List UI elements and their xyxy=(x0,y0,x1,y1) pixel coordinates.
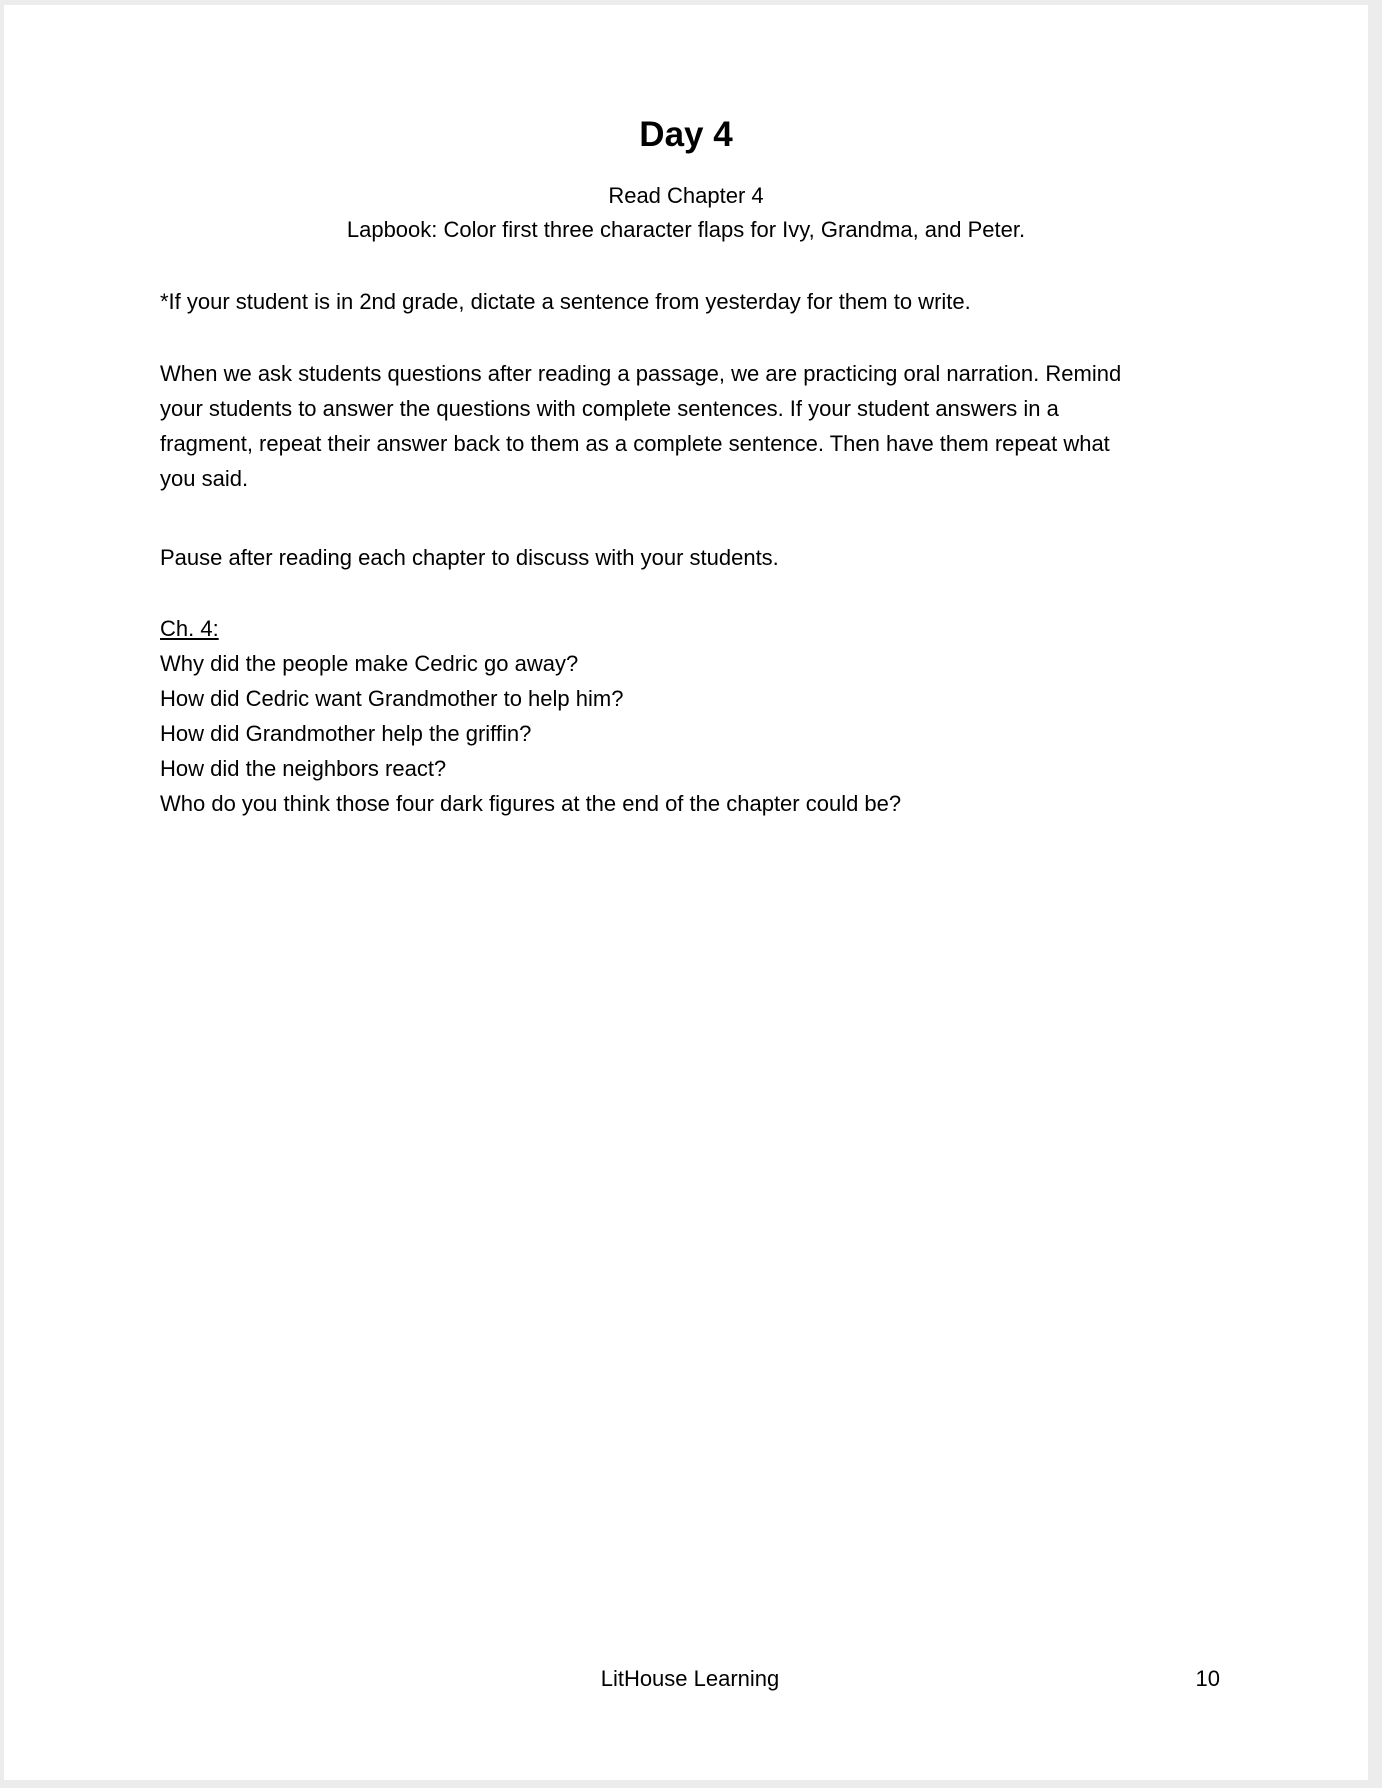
pause-instruction: Pause after reading each chapter to discuss with your students. xyxy=(160,545,779,570)
chapter-heading: Ch. 4: xyxy=(160,616,219,641)
question-3: How did Grandmother help the griffin? xyxy=(160,721,532,746)
question-2: How did Cedric want Grandmother to help him? xyxy=(160,686,624,711)
footer-page-number: 10 xyxy=(1195,1666,1220,1691)
page-title: Day 4 xyxy=(639,115,733,154)
subtitle-block xyxy=(4,179,1368,247)
page-footer xyxy=(160,1661,1220,1696)
question-5: Who do you think those four dark figures at the end of the chapter could be? xyxy=(160,791,902,816)
footer-brand-text: LitHouse Learning xyxy=(600,1666,780,1691)
subtitle-lapbook: Lapbook: Color first three character flaps for Ivy, Grandma, and Peter. xyxy=(346,217,1026,242)
chapter-questions-section xyxy=(160,611,1145,821)
subtitle-read-chapter: Read Chapter 4 xyxy=(608,183,764,208)
grade-note: *If your student is in 2nd grade, dictate a sentence from yesterday for them to write. xyxy=(160,289,971,314)
question-1: Why did the people make Cedric go away? xyxy=(160,651,579,676)
question-4: How did the neighbors react? xyxy=(160,756,447,781)
document-page xyxy=(4,5,1368,1780)
oral-narration-paragraph: When we ask students questions after reading a passage, we are practicing oral narration. Remind your students to answer the questions with complete sentences. If your student answers in a fragment, repeat their answer back to them as a complete sentence. Then have them repeat what you said. xyxy=(160,361,1122,491)
